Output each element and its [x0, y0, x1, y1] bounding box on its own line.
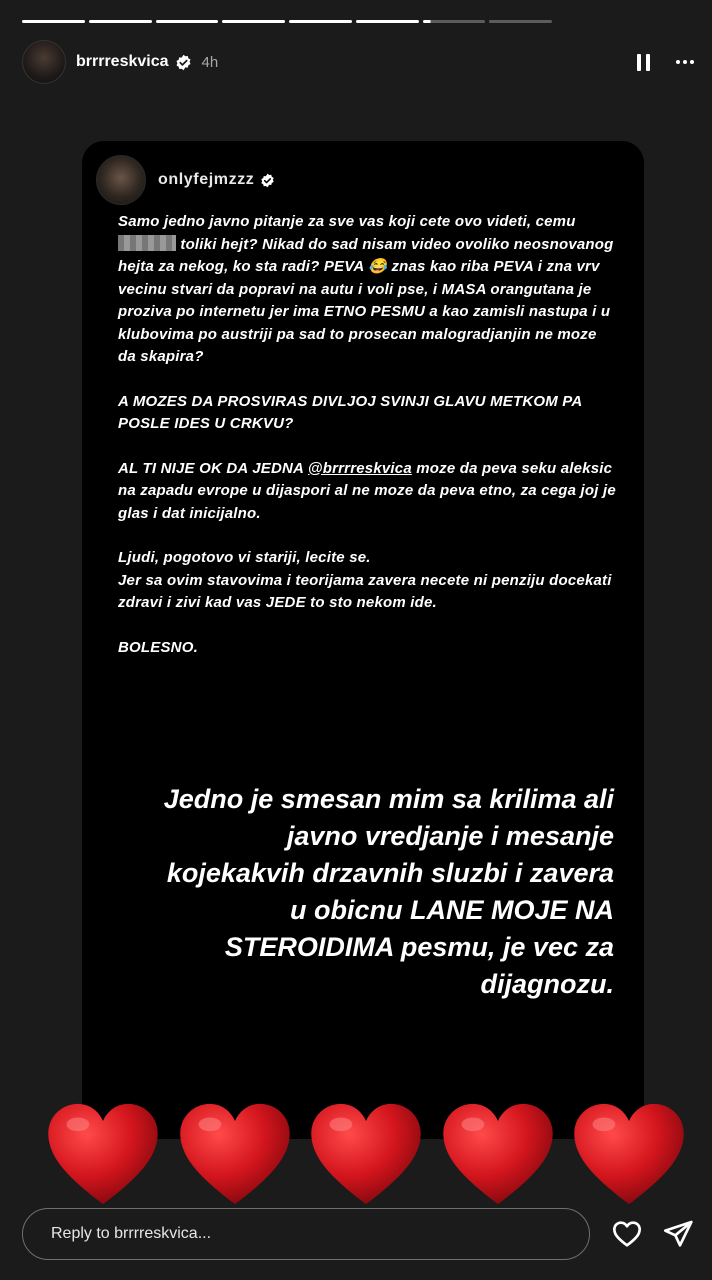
progress-segment	[356, 20, 419, 23]
progress-segment	[222, 20, 285, 23]
paragraph-3	[118, 458, 618, 526]
progress-segment	[489, 20, 552, 23]
verified-badge-icon	[175, 54, 192, 71]
progress-segment	[22, 20, 85, 23]
avatar[interactable]	[22, 40, 66, 84]
reply-input[interactable]	[49, 1224, 589, 1244]
post-time: 4h	[201, 53, 219, 71]
heart-reaction-icon[interactable]	[572, 1100, 686, 1208]
username[interactable]: brrrreskvica	[76, 53, 169, 70]
heart-reaction-icon[interactable]	[178, 1100, 292, 1208]
text-span: A MOZES DA PROSVIRAS DIVLJOJ SVINJI GLAVU METKOM PA POSLE IDES U CRKVU?	[118, 392, 582, 432]
paragraph-5	[118, 637, 618, 660]
progress-segment	[156, 20, 219, 23]
text-span: Ljudi, pogotovo vi stariji, lecite se.	[118, 549, 371, 566]
paragraph-1	[118, 211, 618, 369]
text-span: moze da peva seku aleksic na zapadu evrope u dijaspori al ne moze da peva etno, za cega joj je glas i dat inicijalno.	[118, 459, 616, 522]
censored-name	[118, 235, 176, 251]
text-span: toliki hejt? Nikad do sad nisam video ovoliko neosnovanog hejta za nekog, ko sta radi? PEVA 😂 znas kao riba PEVA i zna vrv vecinu stvari da popravi na autu i voli pse, i MASA orangutana je proziva po internetu jer ima ETNO PESMU a kao zamisli nastupa i u klubovima po austriji pa sad to prosecan malogradjanjin ne moze da skapira?	[118, 235, 614, 365]
progress-segment	[89, 20, 152, 23]
text-span: Jer sa ovim stavovima i teorijama zavera necete ni penziju docekati zdravi i zivi kad vas JEDE to sto nekom ide.	[118, 571, 612, 611]
story-progress-bar	[22, 20, 552, 23]
text-span: Samo jedno javno pitanje za sve vas koji cete ovo videti, cemu	[118, 213, 576, 230]
card-header	[96, 155, 275, 205]
send-icon[interactable]	[662, 1218, 694, 1250]
pause-icon[interactable]	[637, 54, 650, 71]
paragraph-4	[118, 547, 618, 615]
heart-reaction-icon[interactable]	[46, 1100, 160, 1208]
verified-badge-icon	[260, 173, 275, 188]
heart-reactions	[46, 1100, 686, 1208]
shared-story-card	[82, 141, 644, 1139]
progress-segment-current	[423, 20, 486, 23]
card-username[interactable]: onlyfejmzzz	[158, 171, 255, 188]
reply-bar[interactable]	[22, 1208, 590, 1260]
heart-reaction-icon[interactable]	[441, 1100, 555, 1208]
more-options-icon[interactable]	[676, 60, 694, 64]
card-avatar[interactable]	[96, 155, 146, 205]
overlay-caption: Jedno je smesan mim sa krilima ali javno vredjanje i mesanje kojekakvih drzavnih sluzbi i zavera u obicnu LANE MOJE NA STEROIDIMA pesmu, je vec za dijagnozu.	[163, 784, 614, 999]
text-span: BOLESNO.	[118, 638, 198, 656]
progress-segment	[289, 20, 352, 23]
heart-like-icon[interactable]	[611, 1218, 643, 1250]
text-span: AL TI NIJE OK DA JEDNA	[118, 459, 308, 477]
mention-link[interactable]: @brrrreskvica	[307, 459, 412, 477]
post-text	[118, 211, 618, 681]
heart-reaction-icon[interactable]	[309, 1100, 423, 1208]
story-header	[22, 40, 694, 84]
paragraph-2	[118, 391, 618, 436]
